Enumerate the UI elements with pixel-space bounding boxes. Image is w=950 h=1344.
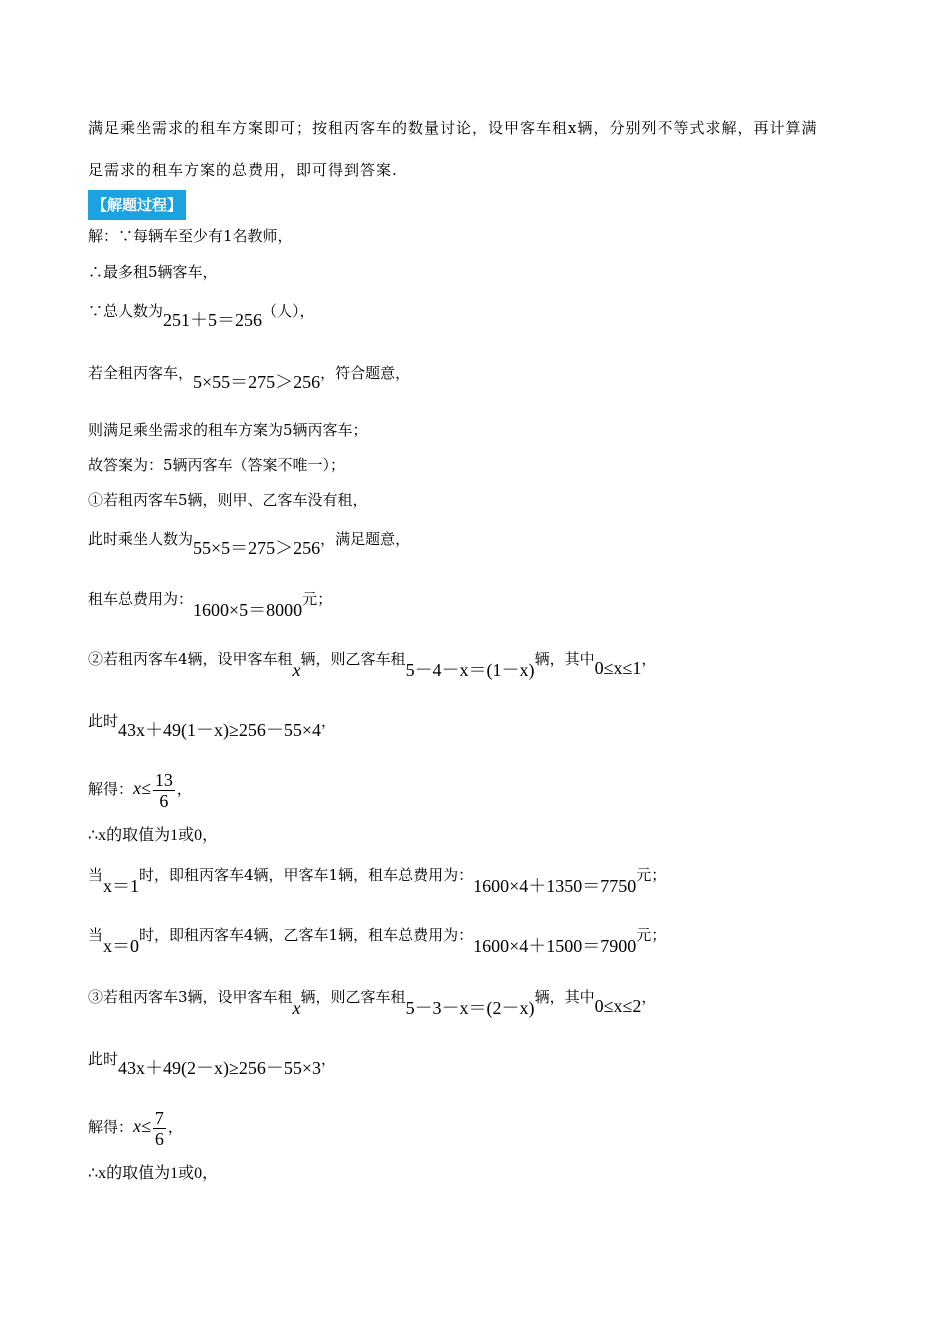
math-expression: 251＋5＝256: [163, 310, 263, 330]
text: ，: [176, 780, 192, 798]
solution-line-16: [88, 986, 657, 1018]
solution-line-3: [88, 300, 315, 330]
math-expression: 0≤x≤1: [594, 658, 642, 678]
text: （人），: [262, 302, 315, 320]
solution-line-15: [88, 924, 667, 956]
math-expression: x＝0: [103, 936, 140, 956]
solution-line-5: 则满足乘坐需求的租车方案为5辆丙客车；: [88, 421, 368, 439]
math-expression: 1600×4＋1350＝7750: [473, 876, 637, 896]
fraction: [153, 770, 175, 811]
text: 若全租丙客车，: [88, 364, 194, 382]
math-expression: 1600×5＝8000: [193, 600, 303, 620]
fraction: [153, 1108, 166, 1149]
text: 此时: [88, 1050, 119, 1068]
text: ，: [321, 712, 337, 730]
text: 当: [88, 866, 104, 884]
math-expression: 1600×4＋1500＝7900: [473, 936, 637, 956]
text: ，: [167, 1118, 183, 1136]
fraction-denominator: 6: [159, 790, 169, 811]
math-expression: 43x＋49(1－x)≥256－55×4: [118, 720, 322, 740]
text: ②若租丙客车4辆，设甲客车租: [88, 650, 293, 668]
math-expression: 55×5＝275＞256: [193, 538, 321, 558]
solution-line-18: [88, 1104, 183, 1148]
fraction-numerator: 13: [154, 769, 173, 790]
math-expression: 5×55＝275＞256: [193, 372, 321, 392]
text: 辆，其中: [534, 988, 595, 1006]
text: 辆，则乙客车租: [300, 988, 406, 1006]
intro-line-2: 足需求的租车方案的总费用，即可得到答案.: [88, 161, 398, 179]
solution-line-19: ∴x的取值为1或0，: [88, 1165, 219, 1182]
solution-line-12: [88, 766, 192, 810]
solution-line-8: [88, 528, 411, 558]
solution-line-1: 解：∵每辆车至少有1名教师，: [88, 227, 293, 245]
text: 辆，其中: [534, 650, 595, 668]
text: ，符合题意，: [320, 364, 411, 382]
text: 此时: [88, 712, 119, 730]
fraction-denominator: 6: [154, 1128, 164, 1149]
solution-line-6: 故答案为：5辆丙客车（答案不唯一）；: [88, 456, 346, 474]
solution-line-11: [88, 710, 337, 740]
math-expression: x＝1: [103, 876, 140, 896]
text: 元；: [302, 590, 333, 608]
solution-line-7: ①若租丙客车5辆，则甲、乙客车没有租，: [88, 491, 368, 509]
solution-process-badge: 【解题过程】: [88, 190, 186, 220]
text: 元；: [636, 926, 667, 944]
variable-x: x: [292, 660, 301, 680]
text: 时，即租丙客车4辆，甲客车1辆，租车总费用为：: [139, 866, 474, 884]
solution-line-14: [88, 864, 667, 896]
text: 解得：: [88, 1118, 134, 1136]
text: 辆，则乙客车租: [300, 650, 406, 668]
text: 租车总费用为：: [88, 590, 194, 608]
math-expression: 5－3－x＝(2－x): [405, 998, 535, 1018]
solution-line-2: ∴最多租5辆客车，: [88, 263, 218, 281]
solution-line-17: [88, 1048, 337, 1078]
text: 此时乘坐人数为: [88, 530, 194, 548]
intro-line-1: 满足乘坐需求的租车方案即可；按租丙客车的数量讨论，设甲客车租x辆，分别列不等式求解，再计算满: [88, 119, 818, 137]
solution-line-4: [88, 362, 411, 392]
math-expression: 5－4－x＝(1－x): [405, 660, 535, 680]
text: 当: [88, 926, 104, 944]
text: ，满足题意，: [320, 530, 411, 548]
fraction-numerator: 7: [154, 1107, 164, 1128]
text: 元；: [636, 866, 667, 884]
text: ③若租丙客车3辆，设甲客车租: [88, 988, 293, 1006]
text: 解得：: [88, 780, 134, 798]
math-expression: 43x＋49(2－x)≥256－55×3: [118, 1058, 322, 1078]
text: ，: [321, 1050, 337, 1068]
text: ∵总人数为: [88, 302, 164, 320]
text: ，: [641, 650, 657, 668]
math-expression: x≤: [133, 778, 151, 798]
text: ，: [641, 988, 657, 1006]
math-expression: 0≤x≤2: [594, 996, 642, 1016]
text: 时，即租丙客车4辆，乙客车1辆，租车总费用为：: [139, 926, 474, 944]
variable-x: x: [292, 998, 301, 1018]
solution-line-10: [88, 648, 657, 680]
solution-line-9: [88, 588, 333, 620]
math-expression: x≤: [133, 1116, 151, 1136]
solution-line-13: ∴x的取值为1或0，: [88, 827, 219, 844]
